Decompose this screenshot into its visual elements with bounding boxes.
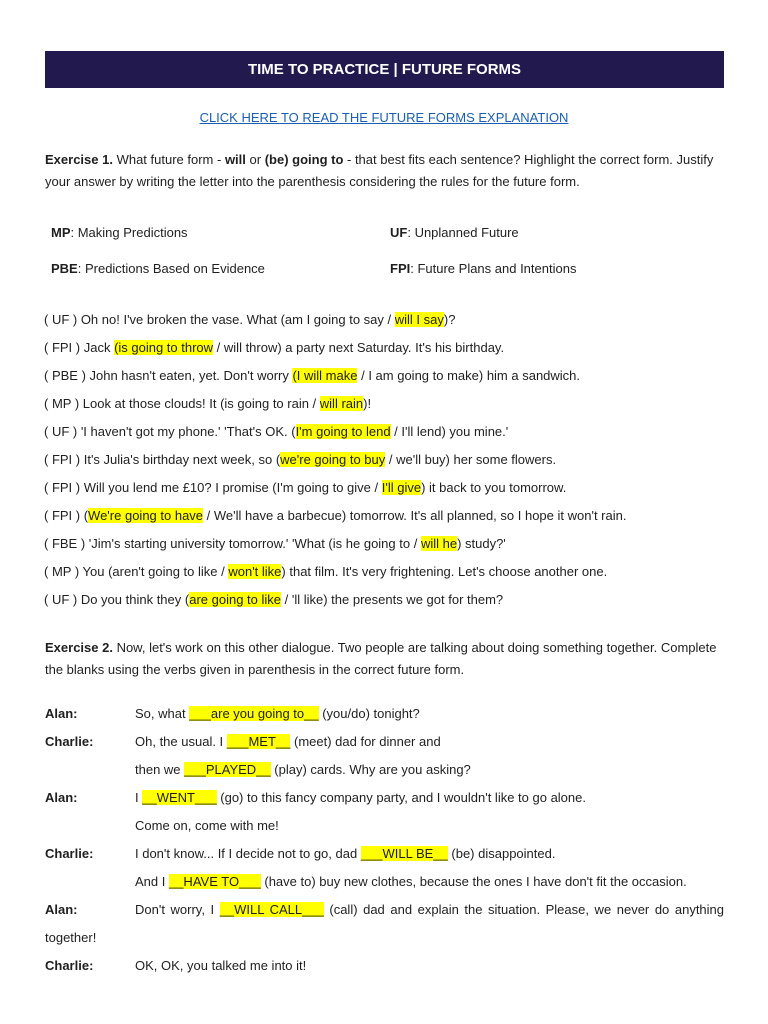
dialogue-line-6: I don't know... If I decide not to go, dad ___WILL BE__ (be) disappointed. (135, 846, 556, 861)
instruction-text: What future form - (112, 152, 225, 167)
dialogue-line-5: Come on, come with me! (135, 818, 279, 833)
exercise-1-instructions (45, 149, 725, 193)
code-mp: MP: Making Predictions (51, 225, 188, 240)
dialogue-line-2: Oh, the usual. I ___MET__ (meet) dad for dinner and (135, 734, 441, 749)
sentence-6: ( FPI ) It's Julia's birthday next week, so (we're going to buy / we'll buy) her some flowers. (44, 452, 557, 467)
filled-blank: ___WILL BE__ (360, 846, 448, 861)
speaker-charlie: Charlie: (45, 734, 94, 749)
sentence-11: ( UF ) Do you think they (are going to like / 'll like) the presents we got for them? (44, 592, 504, 607)
code-pbe: PBE: Predictions Based on Evidence (51, 261, 265, 276)
exercise-1-label: Exercise 1. (45, 152, 113, 167)
dialogue-line-3: then we ___PLAYED__ (play) cards. Why are you asking? (135, 762, 471, 777)
highlighted-answer: (is going to throw (114, 340, 214, 355)
explanation-link[interactable]: CLICK HERE TO READ THE FUTURE FORMS EXPLANATION (199, 110, 569, 125)
filled-blank: __WENT___ (142, 790, 217, 805)
sentence-4: ( MP ) Look at those clouds! It (is going to rain / will rain)! (44, 396, 372, 411)
sentence-2: ( FPI ) Jack (is going to throw / will throw) a party next Saturday. It's his birthday. (44, 340, 505, 355)
highlighted-answer: are going to like (189, 592, 281, 607)
speaker-alan: Alan: (45, 902, 78, 917)
dialogue-line-10: OK, OK, you talked me into it! (135, 958, 307, 973)
page-header (45, 51, 724, 88)
dialogue-line-9: together! (45, 930, 97, 945)
filled-blank: ___MET__ (226, 734, 291, 749)
dialogue-line-4: I __WENT___ (go) to this fancy company party, and I wouldn't like to go alone. (135, 790, 586, 805)
sentence-9: ( FBE ) 'Jim's starting university tomorrow.' 'What (is he going to / will he) study?' (44, 536, 506, 551)
exercise-2-label: Exercise 2. (45, 640, 113, 655)
highlighted-answer: will rain (319, 396, 364, 411)
page-title: TIME TO PRACTICE | FUTURE FORMS (247, 61, 522, 78)
exercise-2-instructions (45, 637, 725, 681)
code-uf: UF: Unplanned Future (390, 225, 519, 240)
dialogue-line-1: So, what ___are you going to__ (you/do) tonight? (135, 706, 420, 721)
dialogue-line-8: Don't worry, I __WILL CALL___ (call) dad and explain the situation. Please, we never do anything (135, 902, 725, 917)
going-to-term: (be) going to (264, 152, 344, 167)
highlighted-answer: will he (420, 536, 458, 551)
sentence-10: ( MP ) You (aren't going to like / won't like) that film. It's very frightening. Let's choose another one. (44, 564, 608, 579)
highlighted-answer: I'll give (381, 480, 422, 495)
highlighted-answer: I'm going to lend (295, 424, 391, 439)
sentence-5: ( UF ) 'I haven't got my phone.' 'That's OK. (I'm going to lend / I'll lend) you mine.' (44, 424, 509, 439)
will-term: will (224, 152, 246, 167)
highlighted-answer: We're going to have (88, 508, 204, 523)
highlighted-answer: we're going to buy (280, 452, 386, 467)
highlighted-answer: will I say (394, 312, 444, 327)
highlighted-answer: (I will make (292, 368, 358, 383)
speaker-alan: Alan: (45, 790, 78, 805)
speaker-charlie: Charlie: (45, 958, 94, 973)
speaker-charlie: Charlie: (45, 846, 94, 861)
code-fpi: FPI: Future Plans and Intentions (390, 261, 577, 276)
instruction-text: - that best fits each sentence? Highlight the correct form. Justify your answer by writing the letter into the parenthesis considering the rules for the future form. (45, 152, 714, 189)
speaker-alan: Alan: (45, 706, 78, 721)
filled-blank: __HAVE TO___ (168, 874, 261, 889)
filled-blank: ___are you going to__ (189, 706, 319, 721)
sentence-7: ( FPI ) Will you lend me £10? I promise (I'm going to give / I'll give) it back to you tomorrow. (44, 480, 567, 495)
instruction-text: Now, let's work on this other dialogue. Two people are talking about doing something together. Complete the blanks using the verbs given in parenthesis in the correct future form. (45, 640, 717, 677)
sentence-8: ( FPI ) (We're going to have / We'll have a barbecue) tomorrow. It's all planned, so I hope it won't rain. (44, 508, 627, 523)
filled-blank: __WILL CALL___ (219, 902, 324, 917)
sentence-1: ( UF ) Oh no! I've broken the vase. What (am I going to say / will I say)? (44, 312, 456, 327)
filled-blank: ___PLAYED__ (184, 762, 271, 777)
dialogue-line-7: And I __HAVE TO___ (have to) buy new clothes, because the ones I have don't fit the occasion. (135, 874, 687, 889)
sentence-3: ( PBE ) John hasn't eaten, yet. Don't worry (I will make / I am going to make) him a sandwich. (44, 368, 581, 383)
instruction-text: or (245, 152, 265, 167)
highlighted-answer: won't like (228, 564, 282, 579)
